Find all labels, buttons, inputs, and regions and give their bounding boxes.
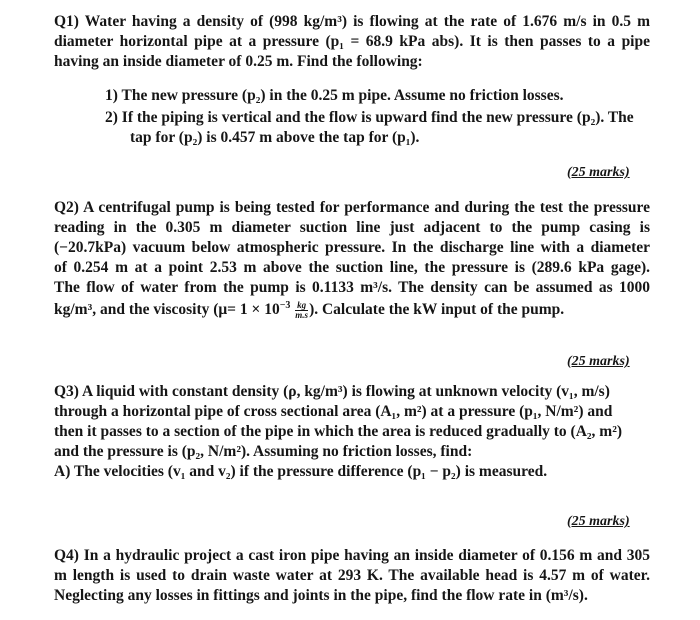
q3-line-1: Q3) A liquid with constant density (ρ, kg/m³) is flowing at unknown velocity (v₁, m/s) <box>54 383 610 400</box>
q1-line-3: having an inside diameter of 0.25 m. Find the following: <box>54 53 423 70</box>
q1-marks: (25 marks) <box>567 165 630 180</box>
fraction-numerator: kg <box>297 299 307 310</box>
q2-line-5: The flow of water from the pump is 0.1133 m³/s. The density can be assumed as 1000 <box>54 279 650 296</box>
q2-line-6-start: kg/m³, and the viscosity (μ= 1 × 10 <box>54 301 280 318</box>
q2-line-6-end: ). Calculate the kW input of the pump. <box>309 301 565 318</box>
q2-line-6 <box>54 300 650 320</box>
viscosity-unit-fraction <box>295 301 308 320</box>
q3-marks: (25 marks) <box>567 514 630 529</box>
fraction-denominator: m.s <box>295 309 309 320</box>
q2-line-1: Q2) A centrifugal pump is being tested for performance and during the test the pressure <box>54 199 650 216</box>
q4-line-1: Q4) In a hydraulic project a cast iron pipe having an inside diameter of 0.156 m and 305 <box>54 547 650 564</box>
q2-line-2: reading in the 0.305 m diameter suction line just adjacent to the pump casing is <box>54 219 650 236</box>
q2-marks: (25 marks) <box>567 354 630 369</box>
q2-exponent: −3 <box>279 299 291 311</box>
q3-line-4: and the pressure is (p₂, N/m²). Assuming no friction losses, find: <box>54 443 473 460</box>
q1-item-2-continued: tap for (p₂) is 0.457 m above the tap for (p₁). <box>130 129 420 146</box>
q4-line-2: m length is used to drain waste water at 293 K. The available head is 4.57 m of water. <box>54 567 650 584</box>
q1-line-1: Q1) Water having a density of (998 kg/m³) is flowing at the rate of 1.676 m/s in 0.5 m <box>54 13 650 30</box>
q1-item-1: 1) The new pressure (p₂) in the 0.25 m pipe. Assume no friction losses. <box>105 87 564 104</box>
q1-line-2: diameter horizontal pipe at a pressure (p₁ = 68.9 kPa abs). It is then passes to a pipe <box>54 33 650 50</box>
q3-line-3: then it passes to a section of the pipe in which the area is reduced gradually to (A₂, m²) <box>54 423 623 440</box>
q4-line-3: Neglecting any losses in fittings and joints in the pipe, find the flow rate in (m³/s). <box>54 587 588 604</box>
q2-line-4: of 0.254 m at a point 2.53 m above the suction line, the pressure is (289.6 kPa gage). <box>54 259 650 276</box>
q2-line-3: (−20.7kPa) vacuum below atmospheric pressure. In the discharge line with a diameter <box>54 239 650 256</box>
q3-line-5: A) The velocities (v₁ and v₂) if the pressure difference (p₁ − p₂) is measured. <box>54 463 548 480</box>
q1-item-2: 2) If the piping is vertical and the flow is upward find the new pressure (p₂). The <box>105 109 634 126</box>
q3-line-2: through a horizontal pipe of cross sectional area (A₁, m²) at a pressure (p₁, N/m²) and <box>54 403 613 420</box>
